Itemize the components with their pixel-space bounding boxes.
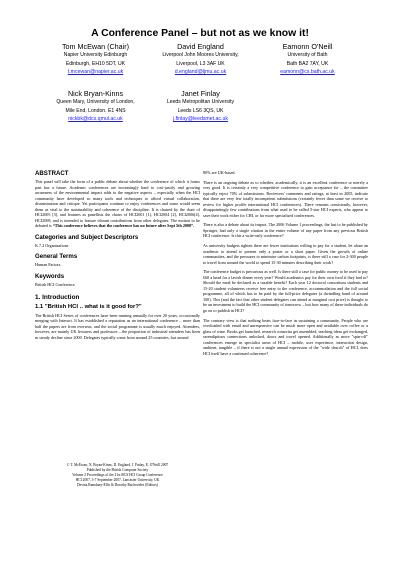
section-1-1-text: The British HCI Series of conferences have been running annually for over 20 years, occasionally merging with Interact. It has established a reputation as an international conference – more than half the papers are from overseas, and the social programme is usually much enjoyed. Attendees, however, are mainly UK lecturers and professors – the proportion of industrial attendees has been in steady decline since 2000. Delegates typically come from around 25 countries, but around [35, 312, 200, 340]
section-1-1-heading: 1.1 "British HCI .. what is it good for?" [35, 303, 142, 310]
general-terms-text: Human Factors. [35, 262, 62, 268]
author-address: Edinburgh, EH10 5DT, UK [65, 60, 126, 67]
body-paragraph: 80% are UK-based. [203, 170, 236, 175]
body-paragraph: The contrary view is that nothing beats face-to-face in sustaining a community. People who are overloaded with email and unresponsive can be much more open and available over coffee or a glass of wine. Books get launched, research consortia get assembled, teaching ideas get exchanged, serendipitous connections unlocked, doors and travel opened. Additionally as more "spin-off" conferences emerge in specialist areas of HCI – mobile, user experience, interaction design, ambient, tangible – if there is not a single annual expression of the "wide church" of HCI, does HCI itself have a continued coherence? [203, 317, 368, 356]
general-terms-heading: General Terms [35, 253, 78, 261]
author-affiliation: Queen Mary, University of London, [56, 99, 135, 106]
copyright-block [35, 463, 200, 488]
author-address: Mile End, London. E1 4NS [65, 107, 126, 114]
editors-line: Devina Ramduny-Ellis & Dorothy Rachovides (Editors) [77, 483, 158, 488]
abstract-text: This panel will take the form of a public debate about whether the conference of which it forms part has a future. Academic conferences are increasingly hard to cost-justify and growing awareness of the environmental impact adds to the negative aspects – especially when the HCI community have developed so many tools and techniques to afford virtual collaboration, dissemination and critique. Yet participants continue to enjoy conferences and some would seem them as vital to the sustainability and coherence of the discipline. It is chaired by the chair of HCI2005 [3], and features as panellists the chairs of HCI2001 [1], HCI2004 [2], HCI2006[4], HCI2008, and is intended to feature vibrant contributions from other delegates. The motion to be debated is [35, 179, 200, 229]
copyright-line: © T. McEwan, N. Bryan-Kinns, D. England, J. Finlay, E. O'Neill 2007 [66, 463, 169, 467]
abstract-paragraph [35, 179, 200, 229]
author-block-finlay [143, 90, 258, 123]
keywords-heading: Keywords [35, 273, 65, 281]
proceedings-line: Volume 2 Proceedings of the 21st BCS HCI Group Conference [72, 473, 163, 478]
body-paragraph: The conference budget is precarious as well. Is there still a case for public money to be used to pay £60 a head for a lavish dinner every year? Would academics pay for their own food if they had to? Should the meal be declared as a taxable benefit? Each year 12 doctoral consortium students and 15-20 student volunteers receive free entry to the conference, accommodation and the full social programme, all of which has to be paid by the full-price delegates (a dwindling band of around 100). This (and the fact that other student delegates can attend at marginal cost price) is thought to be an investment to build the HCI community of tomorrow – but how many of these individuals do go on to publish in HCI? [203, 269, 368, 314]
author-email-link[interactable]: nickbk@dcs.qmul.ac.uk [68, 115, 123, 122]
author-name: Janet Finlay [181, 89, 220, 98]
body-paragraph: There is also a debate about its impact. The 2006 Volume 1 proceedings, the last to be published by Springer, had only a single citation in the entire volume of any paper from any previous British HCI conference. Is this a write-only conference? [203, 222, 368, 239]
body-paragraph: As university budgets tighten there are fewer institutions willing to pay for a student, let alone an academic to attend to present only a poster or a short paper. Given the growth of online communities, and the pressures to minimise carbon footprints, is there still a case for 2-300 people to travel from around the world to spend 15-30 minutes describing their work? [203, 243, 368, 265]
author-email-link[interactable]: t.mcewan@napier.ac.uk [67, 68, 124, 75]
abstract-heading: ABSTRACT [35, 170, 69, 177]
author-affiliation: Napier University Edinburgh [63, 52, 128, 59]
author-affiliation: University of Bath [287, 52, 328, 59]
author-name: Tom McEwan (Chair) [61, 42, 130, 51]
keywords-text: British HCI Conference. [35, 282, 76, 288]
author-name: Nick Bryan-Kinns [67, 89, 124, 98]
author-name: David England [177, 42, 224, 51]
left-column [35, 170, 200, 344]
paper-title: A Conference Panel – but not as we know it! [91, 28, 309, 39]
author-address: Liverpool, L3 3AF UK [176, 60, 225, 67]
body-paragraph: There is an ongoing debate as to whether, academically, it is an excellent conference or merely a very good. It is certainly a very competitive conference to gain acceptance for – the committee typically reject 70% of submissions. Reviewers' comments and ratings, at least in 2005, indicate that there are very few totally incompetent submissions (certainly fewer than some we receive to review for higher profile international HCI conferences). There remains consistently, however, disappointingly few contributions from what used to be called 5-star HCI experts, who appear to save their work either for CHI, or for more specialised conferences. [203, 179, 368, 218]
author-email-link[interactable]: j.finlay@leedsmet.ac.uk [173, 115, 228, 122]
conference-line: HCI 2007, 3-7 September 2007, Lancaster University, UK [75, 478, 160, 483]
author-email-link[interactable]: eamonn@cs.bath.ac.uk [280, 68, 335, 75]
categories-heading: Categories and Subject Descriptors [35, 233, 139, 241]
author-block-oneill [245, 43, 370, 76]
categories-text: K.7.2 Organizations [35, 242, 69, 248]
author-name: Eamonn O'Neill [282, 42, 333, 51]
author-affiliation: Liverpool John Moores University, [162, 52, 239, 59]
right-column [203, 170, 368, 360]
author-email-link[interactable]: d.england@ljmu.ac.uk [174, 68, 227, 75]
introduction-heading: 1. Introduction [35, 293, 80, 301]
abstract-motion: “This conference believes that the conference has no future after Sept 5th 2008”. [52, 223, 195, 229]
author-address: Leeds LS6 3QS, UK [177, 107, 224, 114]
author-block-bryan-kinns [33, 90, 158, 123]
author-address: Bath BA2 7AY, UK [286, 60, 329, 67]
author-affiliation: Leeds Metropolitan University [166, 99, 235, 106]
publisher-line: Published by the British Computer Society [86, 468, 149, 473]
